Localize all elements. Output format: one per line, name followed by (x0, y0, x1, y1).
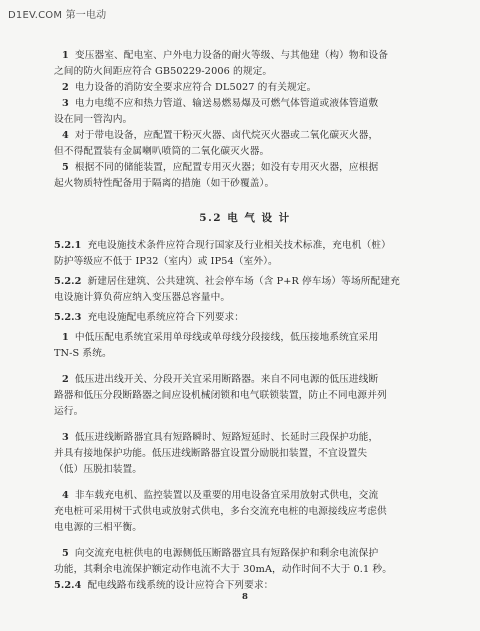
paragraph-line (62, 546, 378, 562)
item-number: 5 (62, 548, 69, 559)
paragraph-line (54, 176, 274, 192)
paragraph-line (54, 462, 142, 478)
paragraph-line (54, 238, 391, 254)
paragraph-line (54, 64, 272, 80)
item-number: 2 (62, 82, 69, 93)
paragraph-line (54, 290, 230, 306)
item-number: 1 (62, 50, 69, 61)
paragraph-text: 新建居住建筑、公共建筑、社会停车场（含 P+R 停车场）等场所配建充 (87, 276, 400, 287)
paragraph-text: 低压进线断路器宜具有短路瞬时、短路短延时、长延时三段保护功能， (74, 432, 379, 443)
paragraph-text: 根据不同的储能装置，应配置专用灭火器；如没有专用灭火器，应根据 (74, 162, 379, 173)
paragraph-line (62, 430, 378, 446)
section-number: 5.2.3 (54, 312, 82, 323)
paragraph-text: 并具有接地保护功能。低压进线断路器宜设置分励脱扣装置，不宜设置失 (54, 448, 368, 459)
paragraph-line (54, 112, 132, 128)
paragraph-text: 功能，其剩余电流保护额定动作电流不大于 30mA，动作时间不大于 0.1 秒。 (54, 564, 392, 575)
paragraph-line (54, 254, 278, 270)
paragraph-line (62, 488, 378, 504)
paragraph-text: 充电桩可采用树干式供电或放射式供电，多台交流充电桩的电源接线应考虑供 (54, 506, 387, 517)
paragraph-line (62, 96, 378, 112)
paragraph-text: TN-S 系统。 (54, 348, 112, 359)
paragraph-text: （低）压脱扣装置。 (54, 464, 143, 475)
paragraph-line (62, 48, 388, 64)
page-number: 8 (242, 592, 248, 602)
paragraph-line (54, 388, 387, 404)
paragraph-line (62, 80, 316, 96)
paragraph-line (54, 520, 142, 536)
paragraph-line (54, 404, 83, 420)
paragraph-text: 配电线路布线系统的设计应符合下列要求： (87, 580, 274, 591)
paragraph-text: 低压进出线开关、分段开关宜采用断路器。来自不同电源的低压进线断 (74, 374, 379, 385)
paragraph-line (54, 144, 269, 160)
item-number: 3 (62, 98, 69, 109)
paragraph-line (62, 128, 378, 144)
paragraph-line (62, 330, 378, 346)
site-watermark: D1EV.COM 第一电动 (8, 10, 107, 21)
paragraph-text: 充电设施配电系统应符合下列要求： (87, 312, 245, 323)
paragraph-text: 路器和低压分段断路器之间应设机械闭锁和电气联锁装置，防止不同电源并列 (54, 390, 387, 401)
section-number: 5.2.2 (54, 276, 82, 287)
paragraph-text: 向交流充电桩供电的电源侧低压断路器宜具有短路保护和剩余电流保护 (74, 548, 379, 559)
paragraph-line (54, 310, 244, 326)
paragraph-line (54, 562, 392, 578)
paragraph-line (54, 504, 387, 520)
paragraph-line (54, 274, 400, 290)
paragraph-text: 电设施计算负荷应纳入变压器总容量中。 (54, 292, 231, 303)
item-number: 4 (62, 130, 69, 141)
paragraph-text: 变压器室、配电室、户外电力设备的耐火等级、与其他建（构）物和设备 (74, 50, 389, 61)
section-number: 5.2.1 (54, 240, 82, 251)
paragraph-text: 电电源的三相平衡。 (54, 522, 143, 533)
paragraph-text: 中低压配电系统宜采用单母线或单母线分段接线，低压接地系统宜采用 (74, 332, 379, 343)
paragraph-line (62, 372, 378, 388)
item-number: 1 (62, 332, 69, 343)
section-heading: 5.2 电 气 设 计 (199, 212, 291, 224)
item-number: 2 (62, 374, 69, 385)
paragraph-text: 之间的防火间距应符合 GB50229-2006 的规定。 (54, 66, 273, 77)
paragraph-text: 非车载充电机、监控装置以及重要的用电设备宜采用放射式供电，交流 (74, 490, 379, 501)
paragraph-text: 充电设施技术条件应符合现行国家及行业相关技术标准，充电机（桩） (87, 240, 391, 251)
paragraph-text: 设在同一管沟内。 (54, 114, 133, 125)
paragraph-text: 起火物质特性配备用于隔离的措施（如干砂覆盖）。 (54, 178, 275, 189)
paragraph-text: 防护等级应不低于 IP32（室内）或 IP54（室外）。 (54, 256, 278, 267)
paragraph-text: 对于带电设备，应配置干粉灭火器、卤代烷灭火器或二氧化碳灭火器， (74, 130, 379, 141)
item-number: 5 (62, 162, 69, 173)
paragraph-text: 运行。 (54, 406, 84, 417)
paragraph-line (54, 446, 367, 462)
item-number: 3 (62, 432, 69, 443)
paragraph-text: 电力电缆不应和热力管道、输送易燃易爆及可燃气体管道或液体管道敷 (74, 98, 379, 109)
paragraph-text: 电力设备的消防安全要求应符合 DL5027 的有关规定。 (74, 82, 317, 93)
paragraph-line (62, 160, 378, 176)
paragraph-text: 但不得配置装有金属喇叭喷筒的二氧化碳灭火器。 (54, 146, 270, 157)
section-number: 5.2.4 (54, 580, 82, 591)
paragraph-line (54, 346, 112, 362)
item-number: 4 (62, 490, 69, 501)
